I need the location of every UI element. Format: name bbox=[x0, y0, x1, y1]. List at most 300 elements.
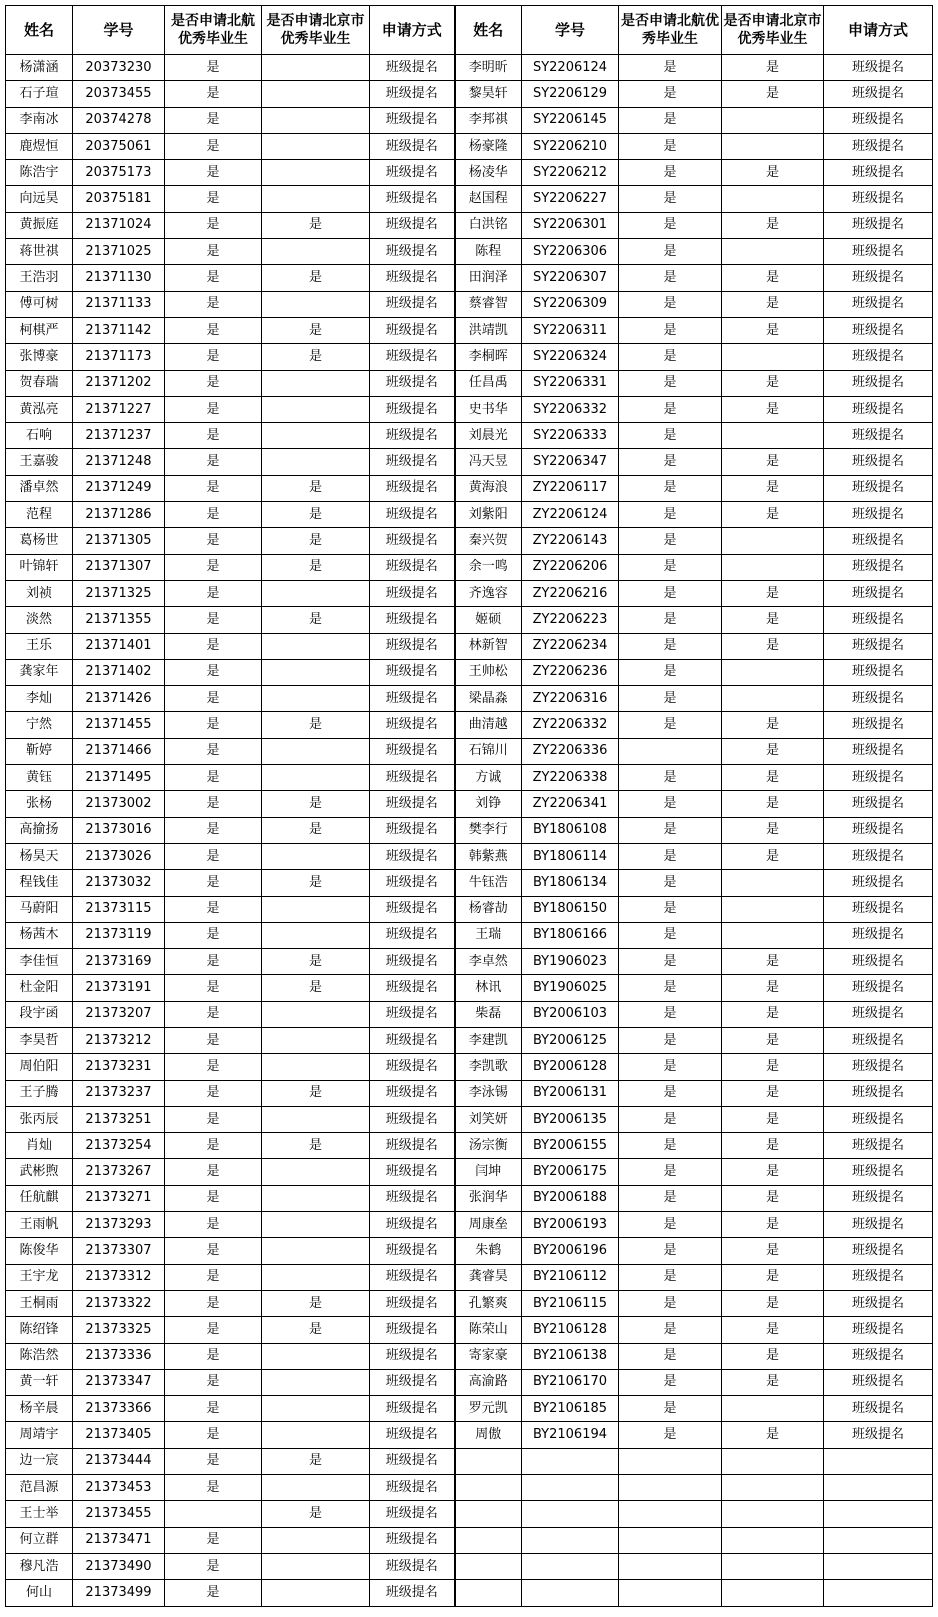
left-method-cell: 班级提名 bbox=[370, 107, 455, 133]
left-name-cell: 杨昊天 bbox=[6, 843, 73, 869]
left-name-cell: 王乐 bbox=[6, 633, 73, 659]
nomination-table bbox=[5, 5, 933, 1607]
left-buaa-apply-cell: 是 bbox=[165, 502, 262, 528]
right-buaa-apply-cell: 是 bbox=[619, 870, 722, 896]
left-buaa-apply-cell: 是 bbox=[165, 1054, 262, 1080]
left-name-cell: 傅可树 bbox=[6, 291, 73, 317]
left-beijing-apply-cell bbox=[262, 186, 370, 212]
left-name-cell: 周靖宇 bbox=[6, 1422, 73, 1448]
left-name-cell: 宁然 bbox=[6, 712, 73, 738]
left-student-id-cell: 20375181 bbox=[73, 186, 165, 212]
right-beijing-apply-cell: 是 bbox=[722, 791, 824, 817]
right-method-cell: 班级提名 bbox=[824, 291, 933, 317]
right-beijing-apply-cell: 是 bbox=[722, 1238, 824, 1264]
left-name-cell: 任航麒 bbox=[6, 1185, 73, 1211]
left-student-id-cell: 21373026 bbox=[73, 843, 165, 869]
right-beijing-apply-cell: 是 bbox=[722, 843, 824, 869]
right-name-cell: 石锦川 bbox=[455, 738, 522, 764]
right-name-cell: 梁晶淼 bbox=[455, 686, 522, 712]
left-buaa-apply-cell: 是 bbox=[165, 1133, 262, 1159]
left-method-cell: 班级提名 bbox=[370, 1475, 455, 1501]
right-name-cell: 龚睿昊 bbox=[455, 1264, 522, 1290]
left-beijing-apply-cell bbox=[262, 449, 370, 475]
right-student-id-cell: BY2006131 bbox=[522, 1080, 619, 1106]
left-name-cell: 杨茜木 bbox=[6, 922, 73, 948]
right-student-id-cell: BY2006128 bbox=[522, 1054, 619, 1080]
right-method-cell: 班级提名 bbox=[824, 1422, 933, 1448]
left-student-id-cell: 21373307 bbox=[73, 1238, 165, 1264]
header-buaa-left: 是否申请北航优秀毕业生 bbox=[165, 6, 262, 55]
header-row bbox=[6, 6, 933, 55]
right-beijing-apply-cell: 是 bbox=[722, 607, 824, 633]
right-buaa-apply-cell: 是 bbox=[619, 81, 722, 107]
left-method-cell: 班级提名 bbox=[370, 686, 455, 712]
left-name-cell: 陈浩然 bbox=[6, 1343, 73, 1369]
left-beijing-apply-cell bbox=[262, 922, 370, 948]
table-row bbox=[6, 738, 933, 764]
table-row bbox=[6, 1580, 933, 1606]
right-method-cell: 班级提名 bbox=[824, 449, 933, 475]
header-name-left: 姓名 bbox=[6, 6, 73, 55]
left-buaa-apply-cell: 是 bbox=[165, 870, 262, 896]
right-buaa-apply-cell: 是 bbox=[619, 160, 722, 186]
left-method-cell: 班级提名 bbox=[370, 239, 455, 265]
right-method-cell: 班级提名 bbox=[824, 212, 933, 238]
table-row bbox=[6, 265, 933, 291]
table-row bbox=[6, 870, 933, 896]
right-method-cell: 班级提名 bbox=[824, 133, 933, 159]
left-method-cell: 班级提名 bbox=[370, 1264, 455, 1290]
right-name-cell: 樊李行 bbox=[455, 817, 522, 843]
table-row bbox=[6, 580, 933, 606]
left-name-cell: 段宇函 bbox=[6, 1001, 73, 1027]
left-beijing-apply-cell: 是 bbox=[262, 317, 370, 343]
left-student-id-cell: 21371466 bbox=[73, 738, 165, 764]
right-student-id-cell: ZY2206216 bbox=[522, 580, 619, 606]
right-name-cell: 黎昊轩 bbox=[455, 81, 522, 107]
left-method-cell: 班级提名 bbox=[370, 370, 455, 396]
table-row bbox=[6, 528, 933, 554]
right-beijing-apply-cell bbox=[722, 239, 824, 265]
left-buaa-apply-cell: 是 bbox=[165, 212, 262, 238]
left-buaa-apply-cell: 是 bbox=[165, 1343, 262, 1369]
right-name-cell: 赵国程 bbox=[455, 186, 522, 212]
right-method-cell: 班级提名 bbox=[824, 817, 933, 843]
right-beijing-apply-cell bbox=[722, 1527, 824, 1553]
left-method-cell: 班级提名 bbox=[370, 896, 455, 922]
left-beijing-apply-cell bbox=[262, 239, 370, 265]
left-name-cell: 穆凡浩 bbox=[6, 1553, 73, 1579]
left-student-id-cell: 21371248 bbox=[73, 449, 165, 475]
left-beijing-apply-cell bbox=[262, 1054, 370, 1080]
table-row bbox=[6, 1212, 933, 1238]
right-buaa-apply-cell: 是 bbox=[619, 712, 722, 738]
right-student-id-cell: BY1906025 bbox=[522, 975, 619, 1001]
right-buaa-apply-cell bbox=[619, 1580, 722, 1606]
left-student-id-cell: 21373191 bbox=[73, 975, 165, 1001]
left-name-cell: 高揄扬 bbox=[6, 817, 73, 843]
left-method-cell: 班级提名 bbox=[370, 975, 455, 1001]
left-student-id-cell: 21371286 bbox=[73, 502, 165, 528]
right-buaa-apply-cell: 是 bbox=[619, 317, 722, 343]
right-buaa-apply-cell: 是 bbox=[619, 633, 722, 659]
right-method-cell: 班级提名 bbox=[824, 81, 933, 107]
header-id-left: 学号 bbox=[73, 6, 165, 55]
right-method-cell bbox=[824, 1553, 933, 1579]
left-beijing-apply-cell: 是 bbox=[262, 502, 370, 528]
right-student-id-cell: BY1806166 bbox=[522, 922, 619, 948]
left-buaa-apply-cell: 是 bbox=[165, 975, 262, 1001]
left-student-id-cell: 21373366 bbox=[73, 1396, 165, 1422]
table-row bbox=[6, 1475, 933, 1501]
left-student-id-cell: 21373444 bbox=[73, 1448, 165, 1474]
left-buaa-apply-cell: 是 bbox=[165, 265, 262, 291]
left-student-id-cell: 21371401 bbox=[73, 633, 165, 659]
right-beijing-apply-cell: 是 bbox=[722, 633, 824, 659]
left-name-cell: 王宇龙 bbox=[6, 1264, 73, 1290]
left-name-cell: 石响 bbox=[6, 423, 73, 449]
right-beijing-apply-cell bbox=[722, 686, 824, 712]
table-row bbox=[6, 1422, 933, 1448]
left-name-cell: 黄钰 bbox=[6, 765, 73, 791]
right-student-id-cell: ZY2206234 bbox=[522, 633, 619, 659]
right-beijing-apply-cell: 是 bbox=[722, 265, 824, 291]
left-method-cell: 班级提名 bbox=[370, 55, 455, 81]
left-buaa-apply-cell bbox=[165, 1501, 262, 1527]
table-row bbox=[6, 1027, 933, 1053]
left-beijing-apply-cell bbox=[262, 580, 370, 606]
left-name-cell: 靳婷 bbox=[6, 738, 73, 764]
right-name-cell: 闫坤 bbox=[455, 1159, 522, 1185]
left-student-id-cell: 21373347 bbox=[73, 1369, 165, 1395]
left-method-cell: 班级提名 bbox=[370, 1527, 455, 1553]
left-buaa-apply-cell: 是 bbox=[165, 843, 262, 869]
right-buaa-apply-cell: 是 bbox=[619, 791, 722, 817]
left-name-cell: 张杨 bbox=[6, 791, 73, 817]
right-method-cell: 班级提名 bbox=[824, 686, 933, 712]
left-name-cell: 王桐雨 bbox=[6, 1290, 73, 1316]
right-name-cell: 任昌禹 bbox=[455, 370, 522, 396]
right-student-id-cell: SY2206332 bbox=[522, 396, 619, 422]
left-name-cell: 石子瑄 bbox=[6, 81, 73, 107]
right-beijing-apply-cell: 是 bbox=[722, 1290, 824, 1316]
left-student-id-cell: 21373115 bbox=[73, 896, 165, 922]
left-method-cell: 班级提名 bbox=[370, 1133, 455, 1159]
right-name-cell: 周康垒 bbox=[455, 1212, 522, 1238]
right-beijing-apply-cell: 是 bbox=[722, 1027, 824, 1053]
right-name-cell: 李建凯 bbox=[455, 1027, 522, 1053]
left-beijing-apply-cell bbox=[262, 1343, 370, 1369]
right-student-id-cell bbox=[522, 1553, 619, 1579]
left-student-id-cell: 21371325 bbox=[73, 580, 165, 606]
left-student-id-cell: 21373169 bbox=[73, 949, 165, 975]
right-student-id-cell: BY2106194 bbox=[522, 1422, 619, 1448]
left-method-cell: 班级提名 bbox=[370, 1501, 455, 1527]
left-beijing-apply-cell bbox=[262, 1475, 370, 1501]
left-method-cell: 班级提名 bbox=[370, 1159, 455, 1185]
right-beijing-apply-cell bbox=[722, 870, 824, 896]
left-student-id-cell: 21373336 bbox=[73, 1343, 165, 1369]
left-beijing-apply-cell bbox=[262, 1027, 370, 1053]
right-name-cell: 寄家豪 bbox=[455, 1343, 522, 1369]
left-beijing-apply-cell: 是 bbox=[262, 1317, 370, 1343]
left-student-id-cell: 21371305 bbox=[73, 528, 165, 554]
right-method-cell: 班级提名 bbox=[824, 1106, 933, 1132]
left-buaa-apply-cell: 是 bbox=[165, 291, 262, 317]
left-name-cell: 何山 bbox=[6, 1580, 73, 1606]
right-name-cell: 朱鹤 bbox=[455, 1238, 522, 1264]
left-student-id-cell: 21373267 bbox=[73, 1159, 165, 1185]
header-buaa-right: 是否申请北航优秀毕业生 bbox=[619, 6, 722, 55]
left-beijing-apply-cell bbox=[262, 370, 370, 396]
left-method-cell: 班级提名 bbox=[370, 1238, 455, 1264]
table-row bbox=[6, 1553, 933, 1579]
right-student-id-cell: SY2206311 bbox=[522, 317, 619, 343]
right-method-cell: 班级提名 bbox=[824, 554, 933, 580]
left-name-cell: 张博豪 bbox=[6, 344, 73, 370]
left-name-cell: 陈绍锋 bbox=[6, 1317, 73, 1343]
left-method-cell: 班级提名 bbox=[370, 791, 455, 817]
right-buaa-apply-cell: 是 bbox=[619, 449, 722, 475]
right-buaa-apply-cell bbox=[619, 1527, 722, 1553]
left-student-id-cell: 21371227 bbox=[73, 396, 165, 422]
left-method-cell: 班级提名 bbox=[370, 1317, 455, 1343]
left-student-id-cell: 21373293 bbox=[73, 1212, 165, 1238]
right-beijing-apply-cell: 是 bbox=[722, 712, 824, 738]
table-body bbox=[6, 55, 933, 1607]
right-method-cell: 班级提名 bbox=[824, 55, 933, 81]
left-method-cell: 班级提名 bbox=[370, 212, 455, 238]
table-row bbox=[6, 212, 933, 238]
left-name-cell: 武彬煦 bbox=[6, 1159, 73, 1185]
left-student-id-cell: 21371130 bbox=[73, 265, 165, 291]
right-method-cell: 班级提名 bbox=[824, 160, 933, 186]
left-beijing-apply-cell: 是 bbox=[262, 1448, 370, 1474]
table-row bbox=[6, 1369, 933, 1395]
right-name-cell: 李泳锡 bbox=[455, 1080, 522, 1106]
right-name-cell: 陈荣山 bbox=[455, 1317, 522, 1343]
table-row bbox=[6, 502, 933, 528]
left-buaa-apply-cell: 是 bbox=[165, 1027, 262, 1053]
left-beijing-apply-cell bbox=[262, 1580, 370, 1606]
table-row bbox=[6, 1527, 933, 1553]
table-row bbox=[6, 1343, 933, 1369]
right-student-id-cell: BY2006193 bbox=[522, 1212, 619, 1238]
left-method-cell: 班级提名 bbox=[370, 291, 455, 317]
right-beijing-apply-cell: 是 bbox=[722, 949, 824, 975]
right-beijing-apply-cell: 是 bbox=[722, 580, 824, 606]
right-method-cell: 班级提名 bbox=[824, 317, 933, 343]
right-beijing-apply-cell: 是 bbox=[722, 1159, 824, 1185]
left-buaa-apply-cell: 是 bbox=[165, 791, 262, 817]
left-student-id-cell: 21373471 bbox=[73, 1527, 165, 1553]
left-buaa-apply-cell: 是 bbox=[165, 396, 262, 422]
header-beijing-right: 是否申请北京市优秀毕业生 bbox=[722, 6, 824, 55]
left-beijing-apply-cell bbox=[262, 1369, 370, 1395]
right-beijing-apply-cell: 是 bbox=[722, 1080, 824, 1106]
right-beijing-apply-cell: 是 bbox=[722, 370, 824, 396]
table-row bbox=[6, 55, 933, 81]
left-student-id-cell: 21373002 bbox=[73, 791, 165, 817]
table-row bbox=[6, 949, 933, 975]
left-buaa-apply-cell: 是 bbox=[165, 1290, 262, 1316]
table-row bbox=[6, 1106, 933, 1132]
left-method-cell: 班级提名 bbox=[370, 423, 455, 449]
table-row bbox=[6, 291, 933, 317]
left-method-cell: 班级提名 bbox=[370, 344, 455, 370]
right-method-cell: 班级提名 bbox=[824, 870, 933, 896]
left-student-id-cell: 21373119 bbox=[73, 922, 165, 948]
left-student-id-cell: 21373032 bbox=[73, 870, 165, 896]
left-beijing-apply-cell: 是 bbox=[262, 949, 370, 975]
left-method-cell: 班级提名 bbox=[370, 659, 455, 685]
right-method-cell: 班级提名 bbox=[824, 1290, 933, 1316]
right-student-id-cell: BY2106138 bbox=[522, 1343, 619, 1369]
left-buaa-apply-cell: 是 bbox=[165, 133, 262, 159]
right-name-cell: 齐逸容 bbox=[455, 580, 522, 606]
left-beijing-apply-cell: 是 bbox=[262, 712, 370, 738]
left-buaa-apply-cell: 是 bbox=[165, 1580, 262, 1606]
left-buaa-apply-cell: 是 bbox=[165, 1553, 262, 1579]
left-name-cell: 淡然 bbox=[6, 607, 73, 633]
right-name-cell: 秦兴贺 bbox=[455, 528, 522, 554]
left-method-cell: 班级提名 bbox=[370, 1343, 455, 1369]
table-row bbox=[6, 765, 933, 791]
left-student-id-cell: 21371173 bbox=[73, 344, 165, 370]
right-student-id-cell: ZY2206143 bbox=[522, 528, 619, 554]
left-student-id-cell: 21371426 bbox=[73, 686, 165, 712]
left-beijing-apply-cell: 是 bbox=[262, 1080, 370, 1106]
right-student-id-cell: BY2006175 bbox=[522, 1159, 619, 1185]
right-method-cell: 班级提名 bbox=[824, 949, 933, 975]
left-beijing-apply-cell bbox=[262, 1106, 370, 1132]
left-student-id-cell: 21373254 bbox=[73, 1133, 165, 1159]
right-student-id-cell: BY2106185 bbox=[522, 1396, 619, 1422]
left-student-id-cell: 21371455 bbox=[73, 712, 165, 738]
left-student-id-cell: 21371024 bbox=[73, 212, 165, 238]
right-buaa-apply-cell: 是 bbox=[619, 475, 722, 501]
right-method-cell: 班级提名 bbox=[824, 1027, 933, 1053]
left-buaa-apply-cell: 是 bbox=[165, 239, 262, 265]
right-name-cell: 姬硕 bbox=[455, 607, 522, 633]
left-name-cell: 范程 bbox=[6, 502, 73, 528]
right-buaa-apply-cell: 是 bbox=[619, 344, 722, 370]
right-name-cell: 林讯 bbox=[455, 975, 522, 1001]
left-name-cell: 龚家年 bbox=[6, 659, 73, 685]
right-name-cell: 余一鸣 bbox=[455, 554, 522, 580]
left-name-cell: 李佳恒 bbox=[6, 949, 73, 975]
left-beijing-apply-cell bbox=[262, 1001, 370, 1027]
right-method-cell: 班级提名 bbox=[824, 344, 933, 370]
right-method-cell: 班级提名 bbox=[824, 1185, 933, 1211]
right-buaa-apply-cell: 是 bbox=[619, 1001, 722, 1027]
left-method-cell: 班级提名 bbox=[370, 554, 455, 580]
left-name-cell: 何立群 bbox=[6, 1527, 73, 1553]
right-beijing-apply-cell: 是 bbox=[722, 1369, 824, 1395]
right-beijing-apply-cell: 是 bbox=[722, 1001, 824, 1027]
left-student-id-cell: 21371025 bbox=[73, 239, 165, 265]
right-buaa-apply-cell: 是 bbox=[619, 1422, 722, 1448]
right-name-cell bbox=[455, 1527, 522, 1553]
right-student-id-cell bbox=[522, 1448, 619, 1474]
left-beijing-apply-cell bbox=[262, 291, 370, 317]
right-beijing-apply-cell: 是 bbox=[722, 396, 824, 422]
table-row bbox=[6, 449, 933, 475]
right-beijing-apply-cell bbox=[722, 1448, 824, 1474]
left-name-cell: 贺春瑞 bbox=[6, 370, 73, 396]
right-method-cell: 班级提名 bbox=[824, 1317, 933, 1343]
table-row bbox=[6, 160, 933, 186]
table-row bbox=[6, 81, 933, 107]
right-buaa-apply-cell: 是 bbox=[619, 765, 722, 791]
header-id-right: 学号 bbox=[522, 6, 619, 55]
right-student-id-cell: SY2206210 bbox=[522, 133, 619, 159]
right-beijing-apply-cell: 是 bbox=[722, 817, 824, 843]
left-student-id-cell: 21373499 bbox=[73, 1580, 165, 1606]
right-student-id-cell bbox=[522, 1475, 619, 1501]
left-method-cell: 班级提名 bbox=[370, 265, 455, 291]
left-student-id-cell: 21373490 bbox=[73, 1553, 165, 1579]
right-method-cell: 班级提名 bbox=[824, 396, 933, 422]
left-buaa-apply-cell: 是 bbox=[165, 1448, 262, 1474]
right-method-cell bbox=[824, 1501, 933, 1527]
right-student-id-cell: SY2206324 bbox=[522, 344, 619, 370]
left-name-cell: 王雨帆 bbox=[6, 1212, 73, 1238]
right-name-cell: 刘笑妍 bbox=[455, 1106, 522, 1132]
right-method-cell bbox=[824, 1448, 933, 1474]
right-method-cell: 班级提名 bbox=[824, 922, 933, 948]
right-method-cell: 班级提名 bbox=[824, 239, 933, 265]
right-beijing-apply-cell: 是 bbox=[722, 975, 824, 1001]
left-beijing-apply-cell: 是 bbox=[262, 475, 370, 501]
left-buaa-apply-cell: 是 bbox=[165, 607, 262, 633]
right-method-cell: 班级提名 bbox=[824, 659, 933, 685]
table-row bbox=[6, 344, 933, 370]
left-buaa-apply-cell: 是 bbox=[165, 659, 262, 685]
table-row bbox=[6, 317, 933, 343]
table-row bbox=[6, 791, 933, 817]
left-name-cell: 向远昊 bbox=[6, 186, 73, 212]
right-student-id-cell: BY2006125 bbox=[522, 1027, 619, 1053]
left-buaa-apply-cell: 是 bbox=[165, 55, 262, 81]
right-method-cell: 班级提名 bbox=[824, 1159, 933, 1185]
right-name-cell: 杨睿劼 bbox=[455, 896, 522, 922]
right-method-cell: 班级提名 bbox=[824, 1054, 933, 1080]
left-beijing-apply-cell: 是 bbox=[262, 554, 370, 580]
right-buaa-apply-cell: 是 bbox=[619, 55, 722, 81]
right-name-cell: 刘晨光 bbox=[455, 423, 522, 449]
left-buaa-apply-cell: 是 bbox=[165, 1212, 262, 1238]
right-student-id-cell: BY2006196 bbox=[522, 1238, 619, 1264]
left-student-id-cell: 20373230 bbox=[73, 55, 165, 81]
table-row bbox=[6, 186, 933, 212]
left-name-cell: 潘卓然 bbox=[6, 475, 73, 501]
left-buaa-apply-cell: 是 bbox=[165, 1475, 262, 1501]
table-row bbox=[6, 1290, 933, 1316]
left-beijing-apply-cell: 是 bbox=[262, 1290, 370, 1316]
right-method-cell bbox=[824, 1475, 933, 1501]
left-method-cell: 班级提名 bbox=[370, 607, 455, 633]
left-beijing-apply-cell bbox=[262, 633, 370, 659]
left-method-cell: 班级提名 bbox=[370, 843, 455, 869]
right-name-cell: 李卓然 bbox=[455, 949, 522, 975]
right-buaa-apply-cell bbox=[619, 1553, 722, 1579]
left-buaa-apply-cell: 是 bbox=[165, 1238, 262, 1264]
right-name-cell: 蔡睿智 bbox=[455, 291, 522, 317]
right-student-id-cell: SY2206307 bbox=[522, 265, 619, 291]
table-row bbox=[6, 239, 933, 265]
right-buaa-apply-cell: 是 bbox=[619, 554, 722, 580]
